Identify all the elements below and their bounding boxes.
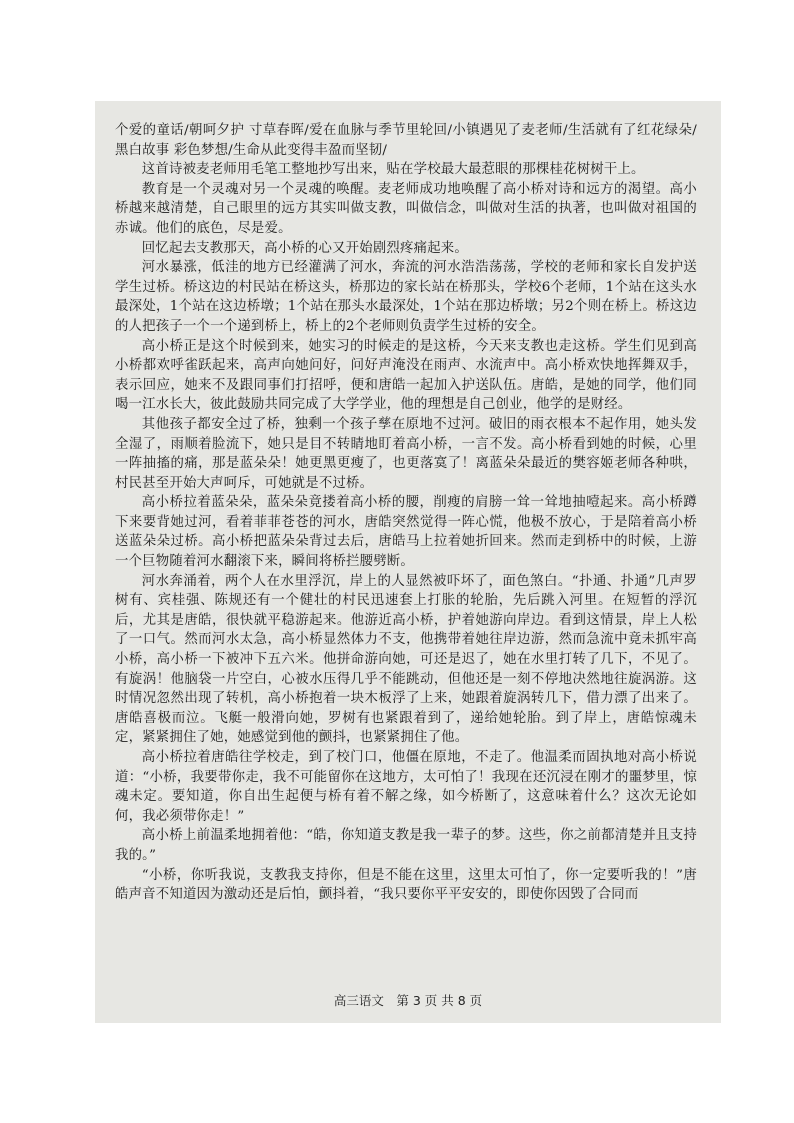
paragraph-river-flood: 河水暴涨，低洼的地方已经灌满了河水，奔流的河水浩浩荡荡，学校的老师和家长自发护送学生过桥。桥这边的村民站在桥这头，桥那边的家长站在桥那头，学校6个老师，1个站在这头水最深处，1个站在这边桥墩；1个站在那头水最深处，1个站在那边桥墩；另2个则在桥上。桥这边的人把孩子一个一个递到桥上，桥上的2个老师则负责学生过桥的安全。 (115, 260, 697, 334)
poem-continuation: 个爱的童话/朝呵夕护 寸草春晖/爱在血脉与季节里轮回/小镇遇见了麦老师/生活就有了红花绿朵/黑白故事 彩色梦想/生命从此变得丰盈而坚韧/ (115, 123, 697, 158)
paragraph-plea: “小桥，你听我说，支教我支持你，但是不能在这里，这里太可怕了，你一定要听我的！”唐皓声音不知道因为激动还是后怕，颤抖着，“我只要你平平安安的，即使你因毁了合同而 (115, 867, 697, 903)
paragraph-dream: 高小桥上前温柔地拥着他：“皓，你知道支教是我一辈子的梦。这些，你之前都清楚并且支持我的。” (115, 828, 697, 863)
paragraph-school-gate: 高小桥拉着唐皓往学校走，到了校门口，他僵在原地，不走了。他温柔而固执地对高小桥说道：“小桥，我要带你走，我不可能留你在这地方，太可怕了！我现在还沉浸在刚才的噩梦里，惊魂未定。要知道，你自出生起便与桥有着不解之缘，如今桥断了，这意味着什么？这次无论如何，我必须带你走！” (115, 750, 697, 824)
paragraph-arrival: 高小桥正是这个时候到来，她实习的时候走的是这桥，今天来支教也走这桥。学生们见到高小桥都欢呼雀跃起来，高声向她问好，问好声淹没在雨声、水流声中。高小桥欢快地挥舞双手，表示回应，她来不及跟同事们打招呼，便和唐皓一起加入护送队伍。唐皓，是她的同学，他们同喝一江水长大，彼此鼓励共同完成了大学学业，他的理想是自己创业，他学的是财经。 (115, 338, 697, 413)
paragraph-bridge-break: 高小桥拉着蓝朵朵，蓝朵朵竟搂着高小桥的腰，削瘦的肩膀一耸一耸地抽噎起来。高小桥蹲下来要背她过河，看着菲菲苍苍的河水，唐皓突然觉得一阵心慌，他极不放心，于是陪着高小桥送蓝朵朵过桥。高小桥把蓝朵朵背过去后，唐皓马上拉着她折回来。然而走到桥中的时候，上游一个巨物随着河水翻滚下来，瞬间将桥拦腰劈断。 (115, 495, 697, 570)
paragraph-recall: 回忆起去支教那天，高小桥的心又开始剧烈疼痛起来。 (141, 240, 468, 256)
scanned-page (95, 101, 721, 1023)
paragraph-education: 教育是一个灵魂对另一个灵魂的唤醒。麦老师成功地唤醒了高小桥对诗和远方的渴望。高小桥越来越清楚，自己眼里的远方其实叫做支教，叫做信念，叫做对生活的执著，也叫做对祖国的赤诚。他们的底色，尽是爱。 (115, 181, 697, 236)
paragraph-rescue: 河水奔涌着，两个人在水里浮沉，岸上的人显然被吓坏了，面色煞白。“扑通、扑通”几声罗树有、宾桂强、陈规还有一个健壮的村民迅速套上打胀的轮胎，先后跳入河里。在短暂的浮沉后，尤其是唐皓，很快就平稳游起来。他游近高小桥，护着她游向岸边。看到这情景，岸上人松了一口气。然而河水太急，高小桥显然体力不支，他携带着她往岸边游，然而急流中竟未抓牢高小桥，高小桥一下被冲下五六米。他拼命游向她，可还是迟了，她在水里打转了几下，不见了。有旋涡！他脑袋一片空白，心被水压得几乎不能跳动，但他还是一刻不停地决然地往旋涡游。这时情况忽然出现了转机，高小桥抱着一块木板浮了上来，她跟着旋涡转几下，借力漂了出来了。唐皓喜极而泣。飞艇一般滑向她，罗树有也紧跟着到了，递给她轮胎。到了岸上，唐皓惊魂未定，紧紧拥住了她，她感觉到他的颤抖，也紧紧拥住了他。 (115, 573, 697, 746)
article-body (115, 121, 697, 905)
paragraph-lan-duoduo: 其他孩子都安全过了桥，独剩一个孩子孳在原地不过河。破旧的雨衣根本不起作用，她头发全湿了，雨顺着脸流下，她只是目不转睛地盯着高小桥，一言不发。高小桥看到她的时候，心里一阵抽搐的痛，那是蓝朵朵！她更黑更瘦了，也更落寞了！离蓝朵朵最近的樊容姬老师各种哄，村民甚至开始大声呵斥，可她就是不过桥。 (115, 416, 697, 491)
paragraph-poem-note: 这首诗被麦老师用毛笔工整地抄写出来，贴在学校最大最惹眼的那棵桂花树树干上。 (141, 162, 645, 178)
page-footer: 高三语文 第 3 页 共 8 页 (333, 993, 483, 1008)
